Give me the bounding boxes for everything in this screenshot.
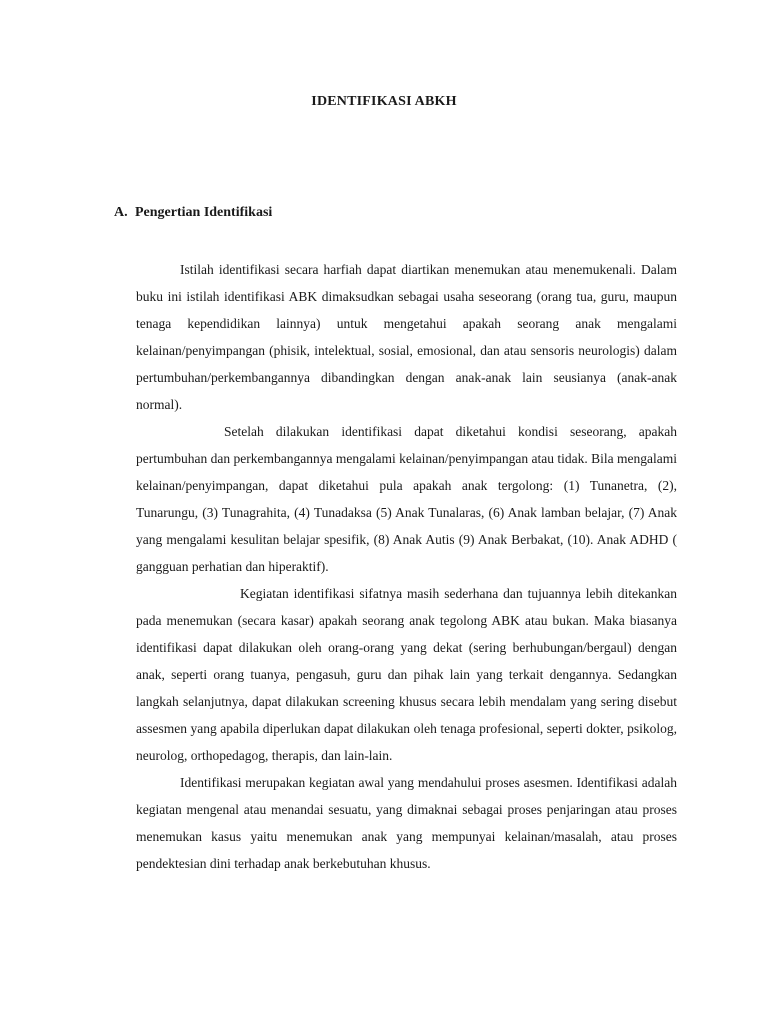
document-title: IDENTIFIKASI ABKH [311,94,457,109]
section-number: A. [114,205,128,220]
paragraph-classification: Setelah dilakukan identifikasi dapat diketahui kondisi seseorang, apakah pertumbuhan dan perkembangannya mengalami kelainan/penyimpangan atau tidak. Bila mengalami kelainan/penyimpangan, dapat diketahui pula apakah anak tergolong: (1) Tunanetra, (2), Tunarungu, (3) Tunagrahita, (4) Tunadaksa (5) Anak Tunalaras, (6) Anak lamban belajar, (7) Anak yang mengalami kesulitan belajar spesifik, (8) Anak Autis (9) Anak Berbakat, (10). Anak ADHD ( gangguan perhatian dan hiperaktif). [136,424,677,574]
section-title: Pengertian Identifikasi [135,205,273,220]
section-body [136,256,677,877]
paragraph-definition: Istilah identifikasi secara harfiah dapat diartikan menemukan atau menemukenali. Dalam buku ini istilah identifikasi ABK dimaksudkan sebagai usaha seseorang (orang tua, guru, maupun tenaga kependidikan lainnya) untuk mengetahui apakah seorang anak mengalami kelainan/penyimpangan (phisik, intelektual, sosial, emosional, dan atau sensoris neurologis) dalam pertumbuhan/perkembangannya dibandingkan dengan anak-anak lain seusianya (anak-anak normal). [136,262,677,412]
paragraph-screening: Kegiatan identifikasi sifatnya masih sederhana dan tujuannya lebih ditekankan pada menemukan (secara kasar) apakah seorang anak tegolong ABK atau bukan. Maka biasanya identifikasi dapat dilakukan oleh orang-orang yang dekat (sering berhubungan/bergaul) dengan anak, seperti orang tuanya, pengasuh, guru dan pihak lain yang terkait dengannya. Sedangkan langkah selanjutnya, dapat dilakukan screening khusus secara lebih mendalam yang sering disebut assesmen yang apabila diperlukan dapat dilakukan oleh tenaga profesional, seperti dokter, psikolog, neurolog, orthopedagog, therapis, dan lain-lain. [136,586,677,763]
paragraph-assessment: Identifikasi merupakan kegiatan awal yang mendahului proses asesmen. Identifikasi adalah kegiatan mengenal atau menandai sesuatu, yang dimaknai sebagai proses penjaringan atau proses menemukan kasus yaitu menemukan anak yang mempunyai kelainan/masalah, atau proses pendektesian dini terhadap anak berkebutuhan khusus. [136,775,677,871]
section-heading [114,205,272,221]
